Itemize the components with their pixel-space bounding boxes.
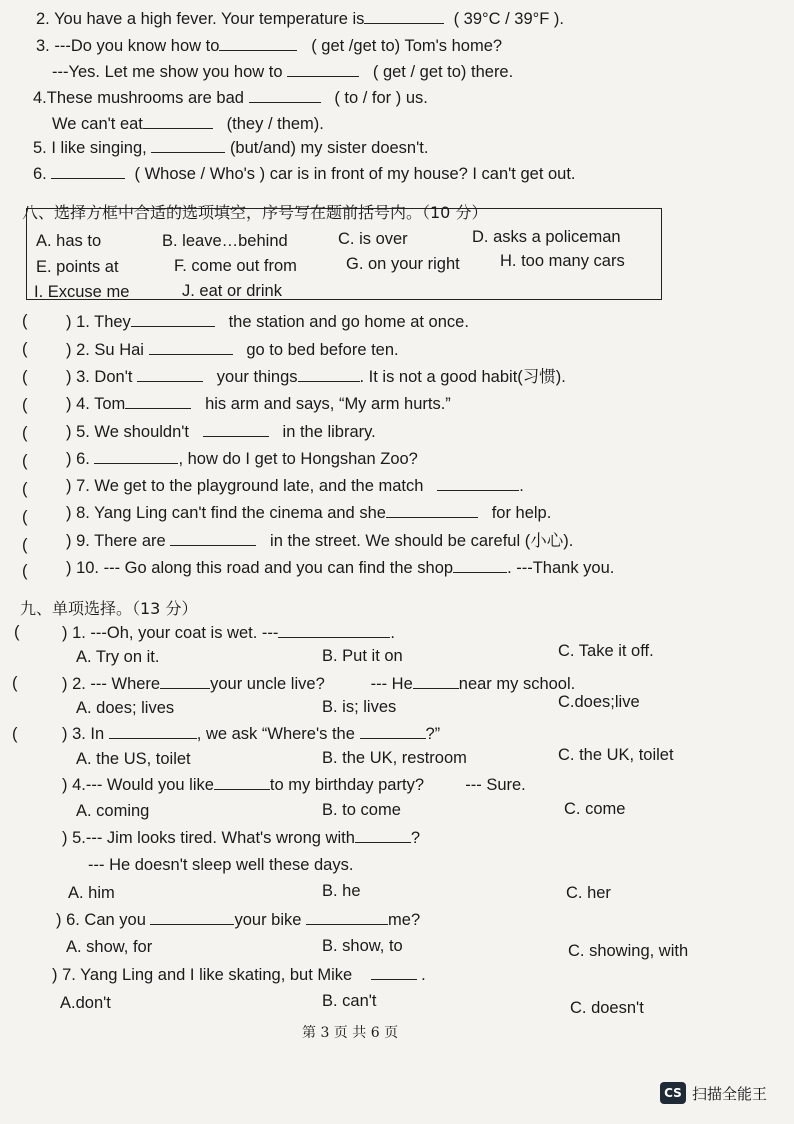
q9-3-option-a[interactable]: A. the US, toilet [76, 750, 191, 768]
answer-blank[interactable] [355, 828, 411, 843]
q8-3: ) 3. Don't your things . It is not a good habit(习惯). [66, 368, 566, 386]
answer-blank[interactable] [160, 674, 210, 689]
answer-paren[interactable]: ( [22, 396, 28, 414]
answer-blank[interactable] [143, 114, 213, 129]
q7-3a: 3. ---Do you know how to ( get /get to) Tom's home? [36, 37, 503, 55]
q9-1-option-c[interactable]: C. Take it off. [558, 642, 654, 660]
choice-h: H. too many cars [500, 252, 625, 270]
choice-a: A. has to [36, 232, 102, 250]
choice-c: C. is over [338, 230, 408, 248]
answer-paren[interactable]: ( [22, 340, 28, 358]
q9-7-option-b[interactable]: B. can't [322, 992, 377, 1010]
answer-blank[interactable] [131, 312, 215, 327]
page-footer: 第 3 页 共 6 页 [302, 1025, 399, 1041]
q8-1: ) 1. They the station and go home at once. [66, 313, 469, 331]
q9-7-stem: ) 7. Yang Ling and I like skating, but Mike . [52, 966, 426, 984]
q7-3b: ---Yes. Let me show you how to ( get / get to) there. [52, 63, 514, 81]
q9-3-option-b[interactable]: B. the UK, restroom [322, 749, 467, 767]
answer-blank[interactable] [453, 558, 507, 573]
q9-1-option-a[interactable]: A. Try on it. [76, 648, 160, 666]
q9-3-option-c[interactable]: C. the UK, toilet [558, 746, 674, 764]
answer-paren[interactable]: ( [22, 424, 28, 442]
answer-blank[interactable] [219, 36, 297, 51]
q8-8: ) 8. Yang Ling can't find the cinema and she for help. [66, 504, 552, 522]
q9-5-stem: ) 5.--- Jim looks tired. What's wrong with ? [62, 829, 421, 847]
answer-blank[interactable] [298, 367, 360, 382]
q9-1-stem: ) 1. ---Oh, your coat is wet. --- . [62, 624, 395, 642]
q7-2: 2. You have a high fever. Your temperature is ( 39°C / 39°F ). [36, 10, 564, 28]
q9-7-option-c[interactable]: C. doesn't [570, 999, 644, 1017]
q9-4-option-c[interactable]: C. come [564, 800, 626, 818]
q8-2: ) 2. Su Hai go to bed before ten. [66, 341, 399, 359]
q9-2-stem: ) 2. --- Where your uncle live? --- He near my school. [62, 675, 576, 693]
answer-blank[interactable] [151, 138, 225, 153]
q8-10: ) 10. --- Go along this road and you can find the shop . ---Thank you. [66, 559, 615, 577]
q9-7-option-a[interactable]: A.don't [60, 994, 111, 1012]
choice-g: G. on your right [346, 255, 460, 273]
camscanner-icon: CS [660, 1082, 686, 1104]
answer-blank[interactable] [203, 422, 269, 437]
q9-2-option-b[interactable]: B. is; lives [322, 698, 397, 716]
answer-blank[interactable] [214, 775, 270, 790]
q7-6: 6. ( Whose / Who's ) car is in front of my house? I can't get out. [33, 165, 576, 183]
q7-4a: 4.These mushrooms are bad ( to / for ) us. [33, 89, 428, 107]
answer-blank[interactable] [437, 476, 519, 491]
q9-3-stem: ) 3. In , we ask “Where's the ?” [62, 725, 441, 743]
answer-blank[interactable] [51, 164, 125, 179]
q9-5-option-a[interactable]: A. him [68, 884, 115, 902]
answer-blank[interactable] [360, 724, 426, 739]
q9-2-option-c[interactable]: C.does;live [558, 693, 640, 711]
answer-blank[interactable] [94, 449, 178, 464]
q8-9: ) 9. There are in the street. We should be careful (小心). [66, 532, 574, 550]
answer-blank[interactable] [278, 623, 390, 638]
answer-paren[interactable]: ( [22, 452, 28, 470]
answer-paren[interactable]: ( [22, 536, 28, 554]
answer-paren[interactable]: ( [22, 508, 28, 526]
q9-6-option-b[interactable]: B. show, to [322, 937, 403, 955]
answer-blank[interactable] [371, 965, 417, 980]
q9-4-option-b[interactable]: B. to come [322, 801, 401, 819]
q9-2-option-a[interactable]: A. does; lives [76, 699, 175, 717]
answer-blank[interactable] [249, 88, 321, 103]
q9-4-option-a[interactable]: A. coming [76, 802, 150, 820]
q9-5-option-b[interactable]: B. he [322, 882, 361, 900]
q9-6-option-a[interactable]: A. show, for [66, 938, 153, 956]
answer-blank[interactable] [149, 340, 233, 355]
answer-blank[interactable] [386, 503, 478, 518]
q9-5-reply: --- He doesn't sleep well these days. [88, 856, 354, 874]
q9-5-option-c[interactable]: C. her [566, 884, 611, 902]
q7-4b: We can't eat (they / them). [52, 115, 324, 133]
scanner-watermark [660, 1082, 767, 1104]
answer-paren[interactable]: ( [12, 725, 18, 743]
answer-paren[interactable]: ( [22, 562, 28, 580]
answer-blank[interactable] [306, 910, 388, 925]
answer-paren[interactable]: ( [22, 368, 28, 386]
answer-blank[interactable] [364, 9, 444, 24]
q8-6: ) 6. , how do I get to Hongshan Zoo? [66, 450, 418, 468]
choice-b: B. leave…behind [162, 232, 288, 250]
answer-blank[interactable] [125, 394, 191, 409]
choice-j: J. eat or drink [182, 282, 282, 300]
scanner-label: 扫描全能王 [692, 1084, 768, 1103]
q8-7: ) 7. We get to the playground late, and the match . [66, 477, 524, 495]
choice-i: I. Excuse me [34, 283, 130, 301]
answer-blank[interactable] [150, 910, 234, 925]
q9-6-stem: ) 6. Can you your bike me? [56, 911, 421, 929]
answer-blank[interactable] [287, 62, 359, 77]
q9-4-stem: ) 4.--- Would you like to my birthday party? --- Sure. [62, 776, 526, 794]
answer-paren[interactable]: ( [14, 623, 20, 641]
q8-4: ) 4. Tom his arm and says, “My arm hurts.” [66, 395, 451, 413]
q7-5: 5. I like singing, (but/and) my sister doesn't. [33, 139, 429, 157]
q9-6-option-c[interactable]: C. showing, with [568, 942, 689, 960]
choice-d: D. asks a policeman [472, 228, 621, 246]
answer-paren[interactable]: ( [22, 480, 28, 498]
section-9-heading: 九、单项选择。（13 分） [20, 599, 198, 618]
q8-5: ) 5. We shouldn't in the library. [66, 423, 376, 441]
q9-1-option-b[interactable]: B. Put it on [322, 647, 403, 665]
answer-blank[interactable] [109, 724, 197, 739]
answer-paren[interactable]: ( [12, 674, 18, 692]
answer-blank[interactable] [170, 531, 256, 546]
choice-e: E. points at [36, 258, 119, 276]
choice-f: F. come out from [174, 257, 297, 275]
answer-paren[interactable]: ( [22, 312, 28, 330]
answer-blank[interactable] [413, 674, 459, 689]
answer-blank[interactable] [137, 367, 203, 382]
section-8-heading: 八、选择方框中合适的选项填空，序号写在题前括号内。（10 分） [22, 203, 488, 222]
